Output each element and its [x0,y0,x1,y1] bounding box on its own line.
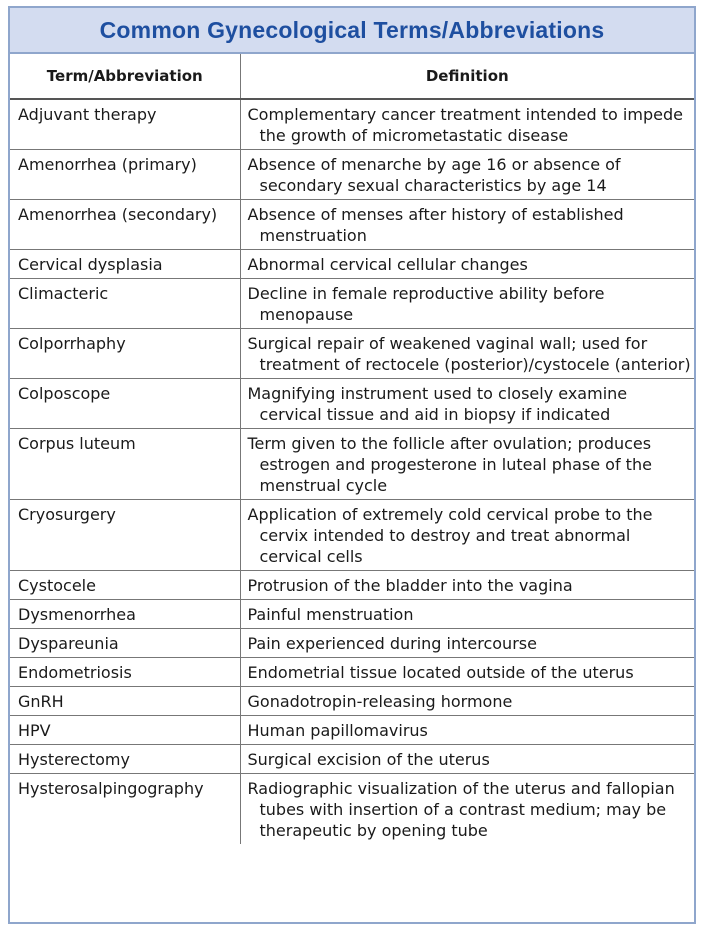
definition-cell [240,629,694,658]
term-text: Climacteric [18,284,109,303]
term-cell [10,429,240,500]
table-row [10,716,694,745]
definition-cell [240,250,694,279]
term-text: HPV [18,721,51,740]
term-cell [10,150,240,200]
term-cell [10,716,240,745]
definition-cell [240,600,694,629]
term-text: Amenorrhea (primary) [18,155,197,174]
term-cell [10,658,240,687]
definition-text: Pain experienced during intercourse [247,634,537,653]
term-cell [10,745,240,774]
definition-cell [240,329,694,379]
term-cell [10,329,240,379]
term-text: Colposcope [18,384,111,403]
definition-text: Absence of menses after history of established menstruation [247,205,624,245]
definition-cell [240,150,694,200]
definition-text: Radiographic visualization of the uterus and fallopian tubes with insertion of a contrast medium; may be therapeutic by opening tube [247,779,675,840]
definition-text: Endometrial tissue located outside of the uterus [247,663,634,682]
term-cell [10,379,240,429]
table-row [10,99,694,150]
definition-cell [240,379,694,429]
definition-cell [240,687,694,716]
definition-text: Human papillomavirus [247,721,428,740]
definition-text: Protrusion of the bladder into the vagina [247,576,573,595]
definition-cell [240,99,694,150]
term-cell [10,571,240,600]
term-cell [10,600,240,629]
term-text: Dysmenorrhea [18,605,136,624]
definition-text: Decline in female reproductive ability before menopause [247,284,605,324]
table-row [10,200,694,250]
table-row [10,379,694,429]
term-column-header: Term/Abbreviation [10,54,240,99]
terms-table-panel [8,6,696,924]
table-row [10,250,694,279]
definition-cell [240,200,694,250]
definition-text: Complementary cancer treatment intended to impede the growth of micrometastatic disease [247,105,683,145]
table-row [10,774,694,845]
term-cell [10,250,240,279]
terms-table [10,54,694,844]
term-text: Amenorrhea (secondary) [18,205,218,224]
table-row [10,600,694,629]
term-text: Adjuvant therapy [18,105,157,124]
term-text: GnRH [18,692,64,711]
definition-cell [240,716,694,745]
term-text: Cryosurgery [18,505,116,524]
term-text: Endometriosis [18,663,132,682]
term-text: Colporrhaphy [18,334,126,353]
header-row [10,54,694,99]
definition-text: Absence of menarche by age 16 or absence of secondary sexual characteristics by age 14 [247,155,621,195]
definition-cell [240,429,694,500]
definition-cell [240,745,694,774]
definition-text: Painful menstruation [247,605,414,624]
term-cell [10,279,240,329]
definition-column-header: Definition [240,54,694,99]
table-row [10,571,694,600]
definition-text: Term given to the follicle after ovulation; produces estrogen and progesterone in luteal phase of the menstrual cycle [247,434,652,495]
term-text: Corpus luteum [18,434,136,453]
term-text: Cystocele [18,576,96,595]
definition-cell [240,571,694,600]
definition-cell [240,658,694,687]
table-row [10,687,694,716]
table-row [10,629,694,658]
term-text: Cervical dysplasia [18,255,163,274]
definition-text: Magnifying instrument used to closely examine cervical tissue and aid in biopsy if indicated [247,384,628,424]
definition-cell [240,500,694,571]
table-row [10,279,694,329]
table-row [10,500,694,571]
table-row [10,150,694,200]
term-cell [10,500,240,571]
term-cell [10,99,240,150]
term-cell [10,629,240,658]
table-row [10,658,694,687]
table-row [10,745,694,774]
definition-text: Surgical repair of weakened vaginal wall; used for treatment of rectocele (posterior)/cystocele (anterior) [247,334,691,374]
term-cell [10,687,240,716]
definition-text: Application of extremely cold cervical probe to the cervix intended to destroy and treat abnormal cervical cells [247,505,653,566]
definition-text: Surgical excision of the uterus [247,750,490,769]
definition-text: Gonadotropin-releasing hormone [247,692,513,711]
table-title: Common Gynecological Terms/Abbreviations [10,8,694,54]
term-cell [10,774,240,845]
term-text: Hysterosalpingography [18,779,204,798]
table-row [10,329,694,379]
term-text: Hysterectomy [18,750,130,769]
definition-cell [240,279,694,329]
definition-text: Abnormal cervical cellular changes [247,255,528,274]
table-row [10,429,694,500]
term-text: Dyspareunia [18,634,119,653]
definition-cell [240,774,694,845]
term-cell [10,200,240,250]
